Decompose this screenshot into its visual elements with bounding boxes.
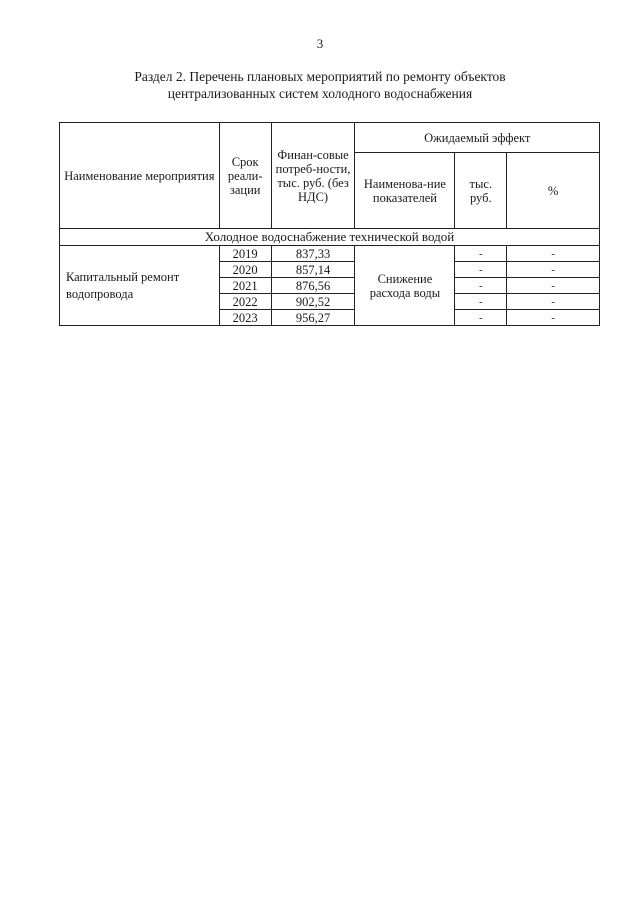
amount-cell: 837,33: [271, 246, 355, 262]
year-cell: 2022: [219, 294, 271, 310]
section-title: [80, 68, 560, 102]
year-cell: 2023: [219, 310, 271, 326]
header-expected-effect: Ожидаемый эффект: [355, 123, 600, 153]
header-thousand-rub: тыс. руб.: [455, 153, 507, 229]
thousand-rub-cell: -: [455, 278, 507, 294]
amount-cell: 857,14: [271, 262, 355, 278]
thousand-rub-cell: -: [455, 262, 507, 278]
header-activity-name: Наименование мероприятия: [60, 123, 220, 229]
year-cell: 2019: [219, 246, 271, 262]
percent-cell: -: [507, 310, 600, 326]
amount-cell: 956,27: [271, 310, 355, 326]
plan-table: [59, 122, 600, 326]
group-title: Холодное водоснабжение технической водой: [60, 229, 600, 246]
activity-name: Капитальный ремонт водопровода: [60, 246, 220, 326]
header-term: Срок реали-зации: [219, 123, 271, 229]
thousand-rub-cell: -: [455, 310, 507, 326]
table-row: [60, 246, 600, 262]
indicator-cell: Снижение расхода воды: [355, 246, 455, 326]
thousand-rub-cell: -: [455, 294, 507, 310]
header-indicator-name: Наименова-ние показателей: [355, 153, 455, 229]
amount-cell: 876,56: [271, 278, 355, 294]
percent-cell: -: [507, 278, 600, 294]
section-title-line2: централизованных систем холодного водоснабжения: [167, 86, 473, 101]
header-percent: %: [507, 153, 600, 229]
year-cell: 2020: [219, 262, 271, 278]
amount-cell: 902,52: [271, 294, 355, 310]
page-number: 3: [316, 36, 324, 51]
thousand-rub-cell: -: [455, 246, 507, 262]
year-cell: 2021: [219, 278, 271, 294]
section-title-line1: Раздел 2. Перечень плановых мероприятий по ремонту объектов: [134, 69, 506, 84]
percent-cell: -: [507, 246, 600, 262]
percent-cell: -: [507, 262, 600, 278]
percent-cell: -: [507, 294, 600, 310]
header-finance: Финан-совые потреб-ности, тыс. руб. (без НДС): [271, 123, 355, 229]
